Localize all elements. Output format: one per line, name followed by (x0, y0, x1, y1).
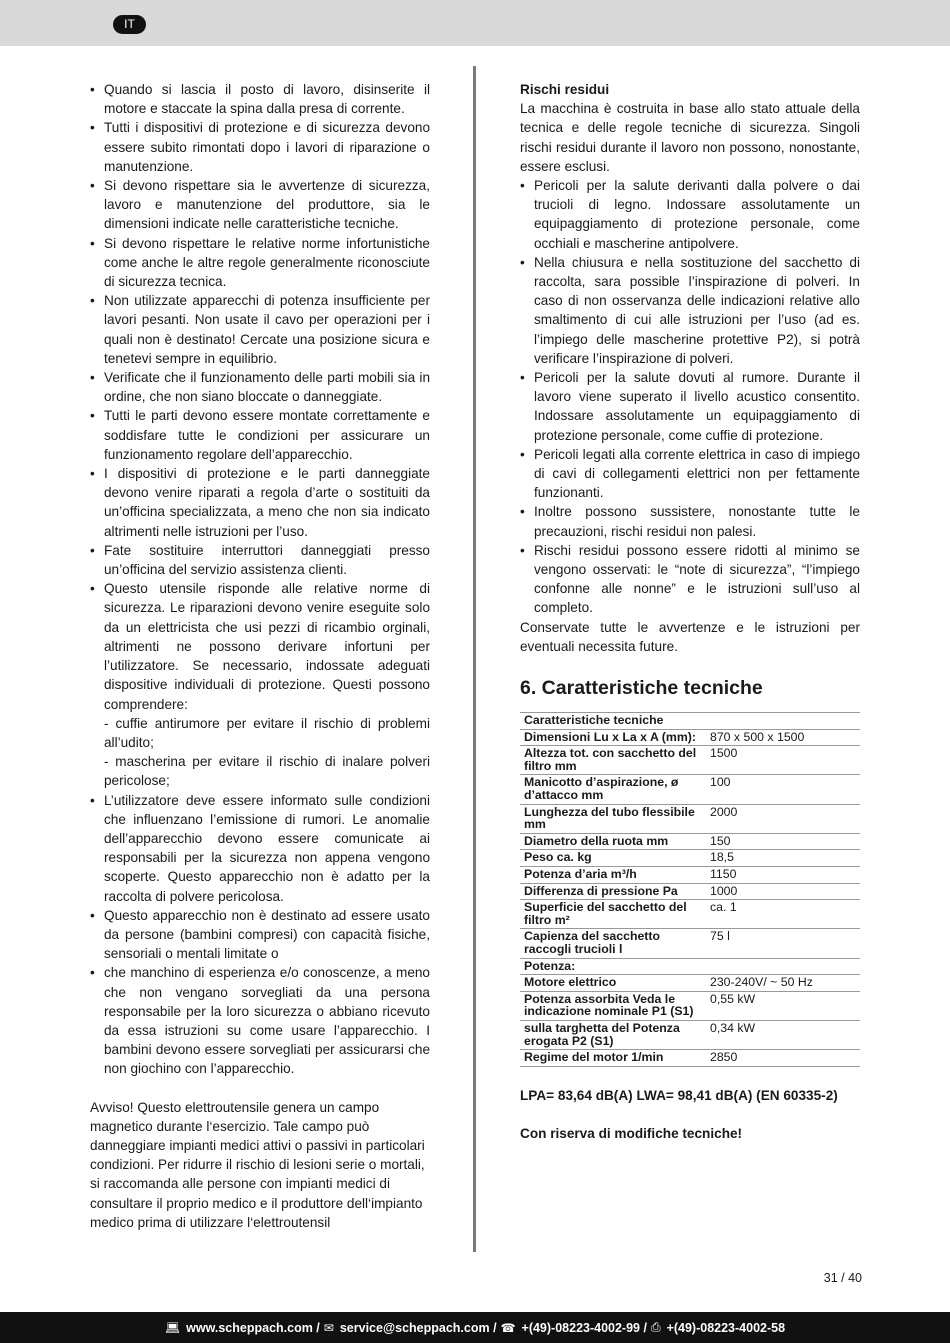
list-item: • Nella chiusura e nella sostituzione del sacchetto di raccolta, sara possible l’inspirazione di polveri. In caso di non osservanza delle indicazioni relative allo smaltimento di cui alle istruzioni per l’uso (ad es. l’impiego delle mascherine protettive P2), si potrà verificare l’inspirazione di polveri. (520, 253, 860, 368)
residual-risks-title: Rischi residui (520, 82, 610, 97)
table-cell-value: 2000 (706, 804, 860, 833)
table-cell-label: sulla targhetta del Potenza erogata P2 (S1) (520, 1020, 706, 1049)
table-cell-value (706, 958, 860, 975)
right-column (520, 80, 860, 1143)
residual-risks-intro: La macchina è costruita in base allo stato attuale della tecnica e delle regole tecniche di sicurezza. Singoli rischi residui durante il lavoro non possono, nonostante, essere esclusi. (520, 101, 860, 174)
table-cell-label: Regime del motor 1/min (520, 1050, 706, 1067)
table-cell-value: 230-240V/ ~ 50 Hz (706, 975, 860, 992)
table-cell-label: Superficie del sacchetto del filtro m² (520, 900, 706, 929)
noise-values: LPA= 83,64 dB(A) LWA= 98,41 dB(A) (EN 60335-2) (520, 1087, 838, 1103)
footer-bar (0, 1312, 950, 1343)
list-item: • Pericoli per la salute derivanti dalla polvere o dai trucioli di legno. Indossare assolutamente un equipaggiamento di protezione personale, come occhiali e mascherine antipolvere. (520, 176, 860, 253)
page-number: 31 / 40 (823, 1271, 862, 1285)
website-link[interactable]: www.scheppach.com / (186, 1320, 320, 1335)
table-row (520, 991, 860, 1020)
list-item: • Pericoli legati alla corrente elettrica in caso di impiego di cavi di collegamenti elettrici non per fettamente funzionanti. (520, 445, 860, 503)
protection-sub-item: - mascherina per evitare il rischio di inalare polveri pericolose; (104, 754, 430, 789)
table-row (520, 746, 860, 775)
top-header-bar (0, 0, 950, 46)
table-cell-value: 100 (706, 775, 860, 804)
table-cell-label: Potenza assorbita Veda le indicazione nominale P1 (S1) (520, 991, 706, 1020)
table-cell-label: Capienza del sacchetto raccogli trucioli l (520, 929, 706, 958)
email-link[interactable]: service@scheppach.com / (339, 1320, 497, 1335)
list-item: • Tutti i dispositivi di protezione e di sicurezza devono essere subito rimontati dopo i lavori di riparazione o manutenzione. (90, 118, 430, 176)
table-row (520, 883, 860, 900)
residual-risks-outro: Conservate tutte le avvertenze e le istruzioni per eventuali necessita future. (520, 619, 860, 654)
table-cell-label: Lunghezza del tubo flessibile mm (520, 804, 706, 833)
list-item: • L’utilizzatore deve essere informato sulle condizioni che influenzano l’emissione di rumori. Le anomalie dell’apparecchio devono essere comunicate ai responsabili per la sicurezza non appena vengono scoperte. Questo apparecchio non è adatto per la raccolta di polvere pericolosa. (90, 791, 430, 906)
table-row (520, 1050, 860, 1067)
list-item: • Si devono rispettare le relative norme infortunistiche come anche le altre regole generalmente riconosciute di sicurezza tecnica. (90, 234, 430, 292)
table-cell-label: Potenza: (520, 958, 706, 975)
technical-data-table (520, 712, 860, 1067)
phone-icon: ☎︎ (500, 1320, 516, 1335)
table-row (520, 729, 860, 746)
table-header-row (520, 713, 860, 730)
table-cell-label: Motore elettrico (520, 975, 706, 992)
list-item: • Quando si lascia il posto di lavoro, disinserite il motore e staccate la spina dalla presa di corrente. (90, 80, 430, 118)
fax-icon: ⎙ (650, 1320, 661, 1334)
table-cell-value: 0,34 kW (706, 1020, 860, 1049)
table-cell-label: Differenza di pressione Pa (520, 883, 706, 900)
table-row (520, 958, 860, 975)
table-row (520, 1020, 860, 1049)
table-row (520, 929, 860, 958)
magnetic-field-warning: Avviso! Questo elettroutensile genera un campo magnetico durante l‘esercizio. Tale campo può danneggiare impianti medici attivi o passivi in particolari condizioni. Per ridurre il rischio di lesioni serie o mortali, si raccomanda alle persone con impianti medici di consultare il proprio medico e il produttore dell‘impianto medico prima di utilizzare l‘elettroutensil (90, 1099, 425, 1230)
table-row (520, 975, 860, 992)
table-row (520, 775, 860, 804)
fax-number: +(49)-08223-4002-58 (666, 1320, 786, 1335)
list-item: • Inoltre possono sussistere, nonostante tutte le precauzioni, rischi residui non palesi. (520, 502, 860, 540)
table-cell-label: Altezza tot. con sacchetto del filtro mm (520, 746, 706, 775)
list-item: • Questo utensile risponde alle relative norme di sicurezza. Le riparazioni devono venire eseguite solo da un elettricista che usi pezzi di ricambio orginali, altrimenti ne possono derivare infortuni per l’utilizzatore. Se necessario, indossate adeguati dispositive individuali di protezione. Questi possono comprendere: (90, 579, 430, 713)
technical-reserve-note: Con riserva di modifiche tecniche! (520, 1125, 743, 1141)
table-cell-value: 1000 (706, 883, 860, 900)
list-item: • Si devono rispettare sia le avvertenze di sicurezza, lavoro e manutenzione del produttore, sia le dimensioni indicate nelle caratteristiche tecniche. (90, 176, 430, 234)
list-item: • Questo apparecchio non è destinato ad essere usato da persone (bambini compresi) con capacità fisiche, sensoriali o mentali limitate o (90, 906, 430, 964)
table-row (520, 900, 860, 929)
list-item: • Fate sostituire interruttori danneggiati presso un’officina del servizio assistenza clienti. (90, 541, 430, 579)
safety-list (90, 80, 430, 714)
computer-icon: 💻︎ (164, 1320, 181, 1335)
table-cell-value: 18,5 (706, 850, 860, 867)
mail-icon: ✉︎ (323, 1320, 334, 1335)
table-cell-value: 1150 (706, 867, 860, 884)
table-cell-label: Diametro della ruota mm (520, 833, 706, 850)
list-item: • Tutti le parti devono essere montate correttamente e soddisfare tutte le condizioni per assicurare un funzionamento regolare dell’apparecchio. (90, 406, 430, 464)
table-cell-value: 75 l (706, 929, 860, 958)
table-cell-value: 2850 (706, 1050, 860, 1067)
table-cell-label: Dimensioni Lu x La x A (mm): (520, 729, 706, 746)
list-item: • Verificate che il funzionamento delle parti mobili sia in ordine, che non siano bloccate o danneggiate. (90, 368, 430, 406)
table-row (520, 833, 860, 850)
table-row (520, 850, 860, 867)
list-item: • I dispositivi di protezione e le parti danneggiate devono venire riparati a regola d’arte o sostituiti da un’officina specializzata, a meno che non sia indicato altrimenti nelle istruzioni per l’uso. (90, 464, 430, 541)
table-cell-value: 150 (706, 833, 860, 850)
list-item: • Pericoli per la salute dovuti al rumore. Durante il lavoro viene superato il livello acustico consentito. Indossare assolutamente un equipaggiamento di protezione personale, come cuffie di protezione. (520, 368, 860, 445)
table-cell-value: 1500 (706, 746, 860, 775)
table-row (520, 867, 860, 884)
table-header: Caratteristiche tecniche (520, 713, 860, 730)
phone-number: +(49)-08223-4002-99 / (521, 1320, 647, 1335)
table-cell-label: Manicotto d’aspirazione, ø d’attacco mm (520, 775, 706, 804)
list-item: • Rischi residui possono essere ridotti al minimo se vengono osservati: le “note di sicurezza”, “l’impiego confonne alle nonne” e le istruzioni sull’uso al completo. (520, 541, 860, 618)
residual-risks-list (520, 176, 860, 618)
left-column (90, 80, 430, 1232)
list-item: • Non utilizzate apparecchi di potenza insufficiente per lavori pesanti. Non usate il cavo per operazioni per i quali non è destinato! Cercate una posizione sicura e tenetevi sempre in equilibrio. (90, 291, 430, 368)
table-cell-value: 0,55 kW (706, 991, 860, 1020)
safety-list-continued (90, 791, 430, 1079)
section-title: 6. Caratteristiche tecniche (520, 677, 763, 700)
table-cell-value: 870 x 500 x 1500 (706, 729, 860, 746)
language-badge: IT (113, 15, 146, 34)
table-cell-value: ca. 1 (706, 900, 860, 929)
column-divider (473, 66, 476, 1252)
list-item: • che manchino di esperienza e/o conoscenze, a meno che non vengano sorvegliati da una persona responsabile per la loro sicurezza o abbiano ricevuto da essa istruzioni su come usare l’apparecchio. I bambini devono essere sorvegliati per assicurarsi che non giochino con l’apparecchio. (90, 963, 430, 1078)
protection-sub-item: - cuffie antirumore per evitare il rischio di problemi all’udito; (104, 715, 430, 750)
table-cell-label: Peso ca. kg (520, 850, 706, 867)
table-cell-label: Potenza d’aria m³/h (520, 867, 706, 884)
table-row (520, 804, 860, 833)
